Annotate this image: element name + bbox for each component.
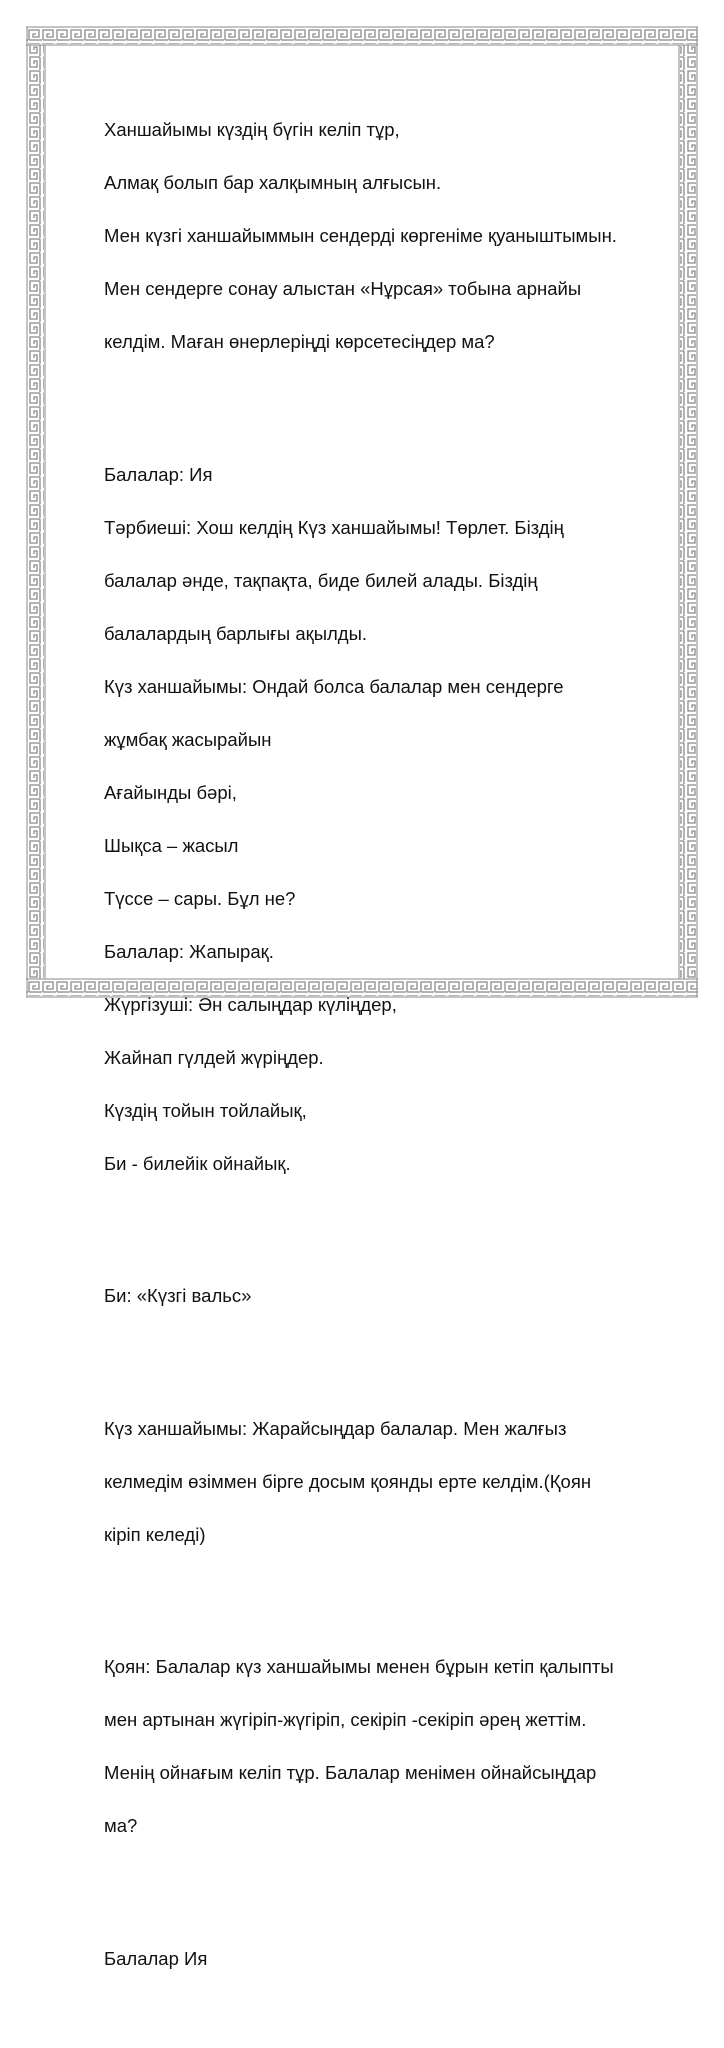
text-line: Би - билейік ойнайық. — [104, 1152, 291, 1174]
text-line: Жүргізуші: Ән салыңдар күліңдер, — [104, 993, 397, 1015]
text-line: Қоян: Балалар күз ханшайымы менен бұрын кетіп қалыпты — [104, 1656, 614, 1677]
text-line: Мен күзгі ханшайыммын сендерді көргеніме қуаныштымын. — [104, 225, 617, 246]
text-line: Ағайынды бәрі, — [104, 781, 237, 803]
text-line: Шықса – жасыл — [104, 834, 239, 856]
text-line: Ханшайымы күздің бүгін келіп тұр, — [104, 119, 400, 140]
text-line: балалардың барлығы ақылды. — [104, 622, 368, 644]
text-line: Мен сендерге сонау алыстан «Нұрсая» тобына арнайы — [104, 278, 582, 299]
text-line: келдім. Маған өнерлеріңді көрсетесіңдер ма? — [104, 331, 495, 352]
paragraph — [104, 1919, 664, 1999]
text-line: келмедім өзіммен бірге досым қоянды ерте келдім.(Қоян — [104, 1470, 592, 1492]
text-line: Күз ханшайымы: Ондай болса балалар мен сендерге — [104, 675, 564, 697]
text-line: Күздің тойын тойлайық, — [104, 1099, 307, 1121]
text-line: Түссе – сары. Бұл не? — [104, 887, 296, 909]
text-line: ма? — [104, 1815, 138, 1836]
text-line: мен артынан жүгіріп-жүгіріп, секіріп -секіріп әрең жеттім. — [104, 1709, 587, 1730]
text-line: Балалар: Жапырақ. — [104, 940, 274, 962]
text-line: Менің ойнағым келіп тұр. Балалар менімен ойнайсыңдар — [104, 1762, 597, 1783]
text-line: кіріп келеді) — [104, 1523, 206, 1545]
text-line: Би: «Күзгі вальс» — [104, 1285, 252, 1306]
text-line: жұмбақ жасырайын — [104, 728, 272, 750]
document-body — [104, 64, 664, 2048]
paragraph — [104, 1389, 664, 1575]
text-line: Жайнап гүлдей жүріңдер. — [104, 1046, 324, 1068]
paragraph — [104, 1628, 664, 1867]
text-line: Алмақ болып бар халқымның алғысын. — [104, 172, 442, 193]
paragraph — [104, 91, 664, 383]
text-line: Балалар Ия — [104, 1947, 208, 1969]
paragraph — [104, 1257, 664, 1337]
text-line: Тәрбиеші: Хош келдің Күз ханшайымы! Төрлет. Біздің — [104, 516, 564, 538]
paragraph — [104, 435, 664, 1204]
text-line: Балалар: Ия — [104, 463, 213, 485]
text-line: Күз ханшайымы: Жарайсыңдар балалар. Мен жалғыз — [104, 1417, 567, 1439]
text-line: балалар әнде, тақпақта, биде билей алады. Біздің — [104, 569, 538, 591]
